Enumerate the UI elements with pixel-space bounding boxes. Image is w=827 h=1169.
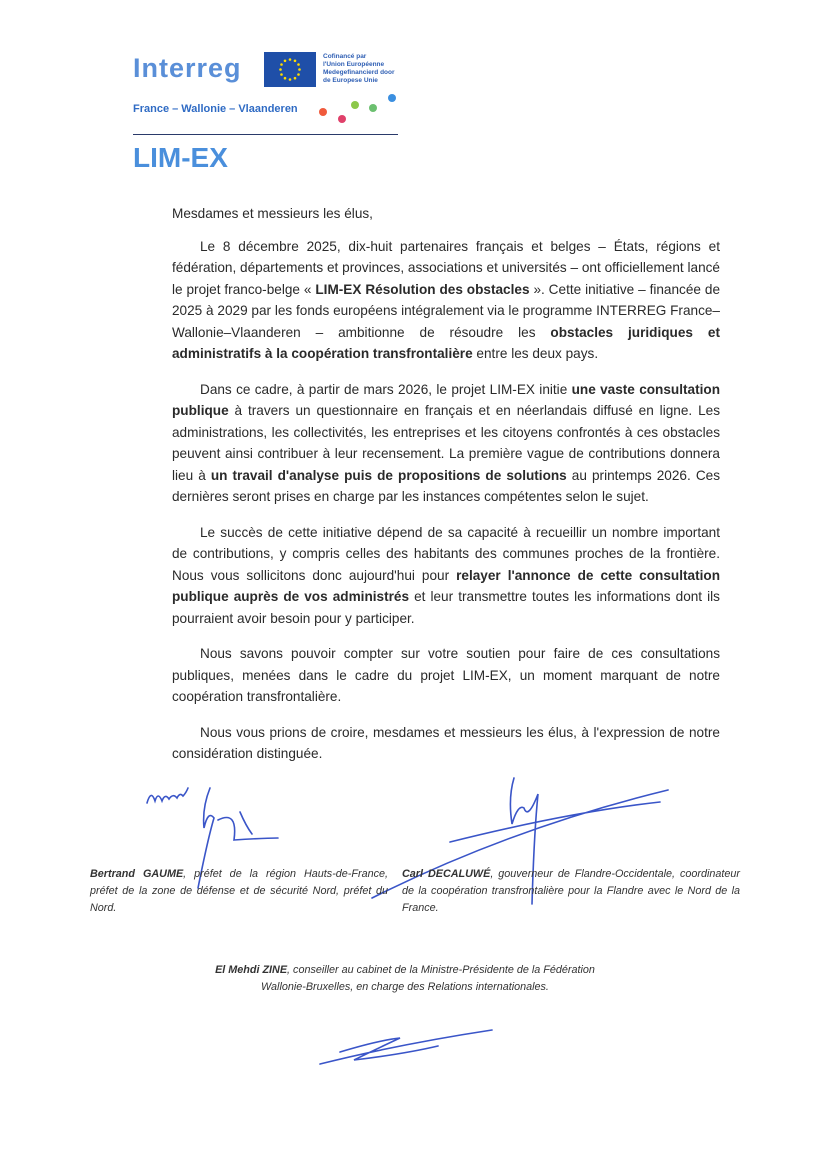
body-text: Le succès de cette initiative dépend de sa capacité à recueillir un nombre important de contributions, y compris celles des habitants des communes proches de la frontière. Nous vous sollicitons donc aujourd'hui pour (172, 524, 720, 583)
emphasis-text: un travail d'analyse puis de propositions de solutions (210, 467, 567, 483)
body-text: au printemps 2026. Ces dernières seront prises en charge par les instances compétentes selon le sujet. (172, 467, 720, 504)
program-region: France – Wallonie – Vlaanderen (133, 103, 298, 115)
eu-line: Cofinancé par (323, 53, 367, 60)
signatory-title: , gouverneur de Flandre-Occidentale, coordinateur de la coopération transfrontalière pour la Flandre avec le Nord de la France. (402, 868, 740, 914)
body-text: ». Cette initiative – financée de 2025 à 2029 par les fonds européens intégralement via le programme INTERREG France–Wallonie–Vlaanderen – ambitionne de résoudre les (172, 281, 720, 340)
emphasis-text: obstacles juridiques et administratifs à la coopération transfrontalière (172, 324, 720, 361)
signatory-title: , conseiller au cabinet de la Ministre-Présidente de la Fédération Wallonie-Bruxelles, en charge des Relations internationales. (261, 964, 595, 993)
letter-paragraph (172, 522, 720, 630)
interreg-wordmark: Interreg (133, 53, 242, 83)
dot-icon (338, 115, 346, 123)
body-text: entre les deux pays. (472, 346, 599, 361)
project-title: LIM-EX (133, 142, 228, 173)
body-text: Le 8 décembre 2025, dix-huit partenaires français et belges – États, régions et fédération, départements et provinces, associations et universités – ont officiellement lancé le projet franco-belge « (172, 238, 720, 297)
handwritten-note-merci (147, 788, 188, 803)
body-text: et leur transmettre toutes les informations dont ils pourraient avoir besoin pour y participer. (172, 589, 720, 626)
dot-icon (369, 104, 377, 112)
emphasis-text: relayer l'annonce de cette consultation publique auprès de vos administrés (172, 567, 720, 604)
body-text: à travers un questionnaire en français et en néerlandais diffusé en ligne. Les administrations, les collectivités, les entreprises et les citoyens confrontés à ces obstacles peuvent ainsi contribuer à leur recensement. La première vague de contributions donnera lieu à (172, 403, 720, 483)
dot-icon (319, 108, 327, 116)
eu-flag-icon (264, 52, 316, 87)
letter-body (172, 203, 720, 765)
signatory-name: Bertrand GAUME (90, 868, 184, 880)
signatory-right (402, 866, 740, 917)
signatory-title: , préfet de la région Hauts-de-France, préfet de la zone de défense et de sécurité Nord, préfet du Nord. (90, 868, 389, 914)
letter-paragraph (172, 643, 720, 708)
header-divider (133, 134, 398, 135)
body-text: Nous savons pouvoir compter sur votre soutien pour faire de ces consultations publiques, menées dans le cadre du projet LIM-EX, un moment marquant de notre coopération transfrontalière. (172, 646, 720, 704)
signatory-center (215, 962, 595, 996)
salutation: Mesdames et messieurs les élus, (172, 206, 373, 221)
signatory-left (90, 866, 388, 917)
body-text: Dans ce cadre, à partir de mars 2026, le projet LIM-EX initie (200, 381, 572, 397)
signatory-name: Carl DECALUWÉ (402, 868, 491, 880)
signature-zine (320, 1030, 492, 1064)
emphasis-text: une vaste consultation publique (172, 381, 720, 418)
signatory-name: El Mehdi ZINE (215, 964, 288, 976)
letter-paragraph (172, 379, 720, 508)
eu-cofunding-text (323, 53, 413, 85)
emphasis-text: LIM-EX Résolution des obstacles (315, 281, 530, 297)
eu-line: Medegefinancierd door (323, 69, 395, 76)
body-text: Nous vous prions de croire, mesdames et messieurs les élus, à l'expression de notre considération distinguée. (172, 724, 720, 761)
letter-paragraph (172, 722, 720, 765)
letter-paragraph (172, 236, 720, 365)
eu-line: l'Union Européenne (323, 61, 385, 68)
dot-icon (388, 94, 396, 102)
dot-icon (351, 101, 359, 109)
eu-line: de Europese Unie (323, 77, 378, 84)
